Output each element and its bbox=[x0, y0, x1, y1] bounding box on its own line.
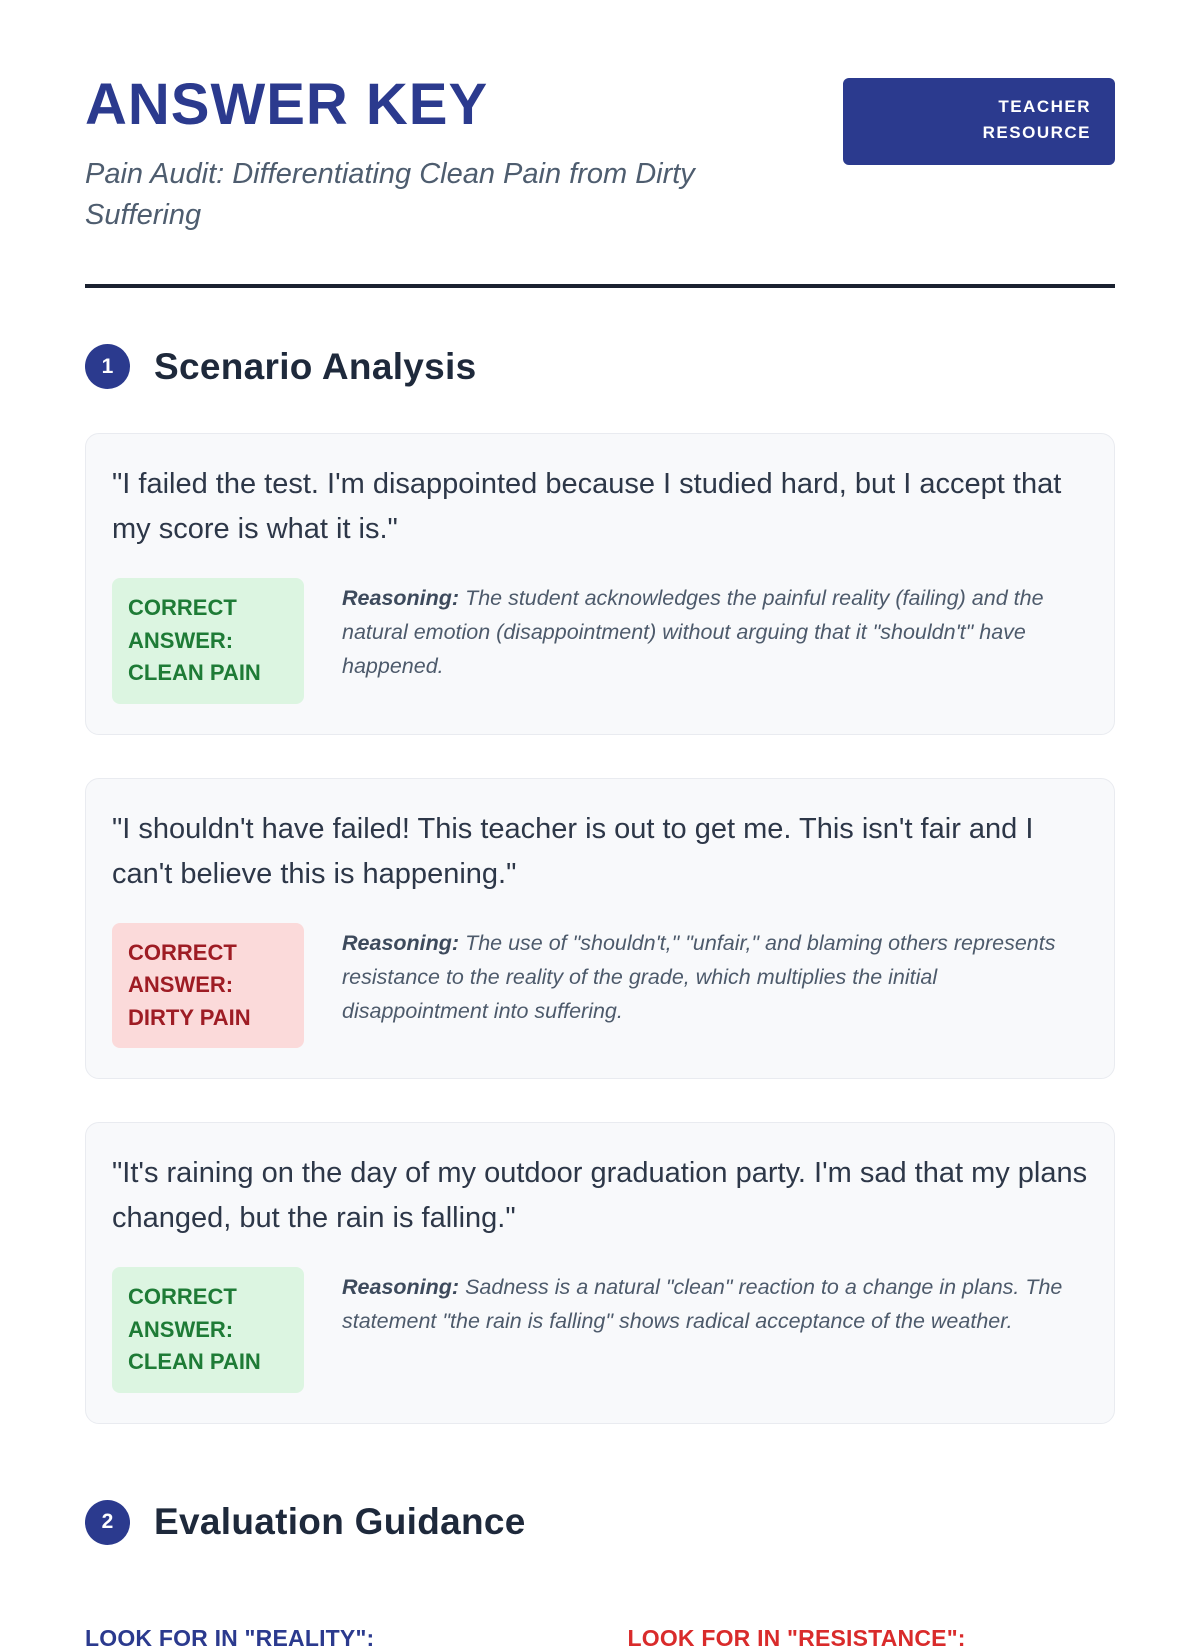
answer-badge bbox=[112, 923, 304, 1049]
guidance-heading-reality: LOOK FOR IN "REALITY": bbox=[85, 1624, 375, 1651]
teacher-resource-badge-label: TEACHER RESOURCE bbox=[982, 97, 1092, 143]
page-title: ANSWER KEY bbox=[85, 72, 489, 137]
section-title: Scenario Analysis bbox=[154, 345, 477, 387]
answer-row bbox=[112, 578, 1088, 704]
scenario-quote: "I failed the test. I'm disappointed because I studied hard, but I accept that my score is what it is." bbox=[112, 468, 1062, 546]
answer-badge-label: CORRECT ANSWER: bbox=[128, 1284, 237, 1342]
answer-badge bbox=[112, 1267, 304, 1393]
guidance-heading-resistance: LOOK FOR IN "RESISTANCE": bbox=[627, 1624, 966, 1651]
scenario-card bbox=[85, 433, 1115, 735]
answer-badge-value: DIRTY PAIN bbox=[128, 1004, 251, 1030]
header-divider bbox=[85, 284, 1115, 288]
teacher-resource-badge bbox=[843, 78, 1115, 165]
reasoning-text: The student acknowledges the painful reality (failing) and the natural emotion (disappointment) without arguing that it "shouldn't" have happened. bbox=[342, 586, 1044, 679]
reasoning bbox=[342, 1267, 1088, 1339]
reasoning-label: Reasoning: bbox=[342, 1275, 460, 1300]
reasoning-text: The use of "shouldn't," "unfair," and blaming others represents resistance to the reality of the grade, which multiplies the initial disappointment into suffering. bbox=[342, 930, 1056, 1023]
reasoning-label: Reasoning: bbox=[342, 586, 460, 611]
reasoning-label: Reasoning: bbox=[342, 930, 460, 955]
section-header-evaluation-guidance bbox=[85, 1500, 1115, 1545]
scenario-quote: "It's raining on the day of my outdoor graduation party. I'm sad that my plans changed, but the rain is falling." bbox=[112, 1157, 1088, 1235]
section-number-badge: 2 bbox=[85, 1500, 130, 1545]
section-header-scenario-analysis bbox=[85, 344, 1115, 389]
scenario-card bbox=[85, 1122, 1115, 1424]
answer-row bbox=[112, 923, 1088, 1049]
answer-badge bbox=[112, 578, 304, 704]
scenario-card bbox=[85, 778, 1115, 1080]
reasoning bbox=[342, 578, 1088, 684]
answer-badge-value: CLEAN PAIN bbox=[128, 1349, 261, 1375]
guidance-columns bbox=[85, 1625, 1115, 1652]
page-subtitle: Pain Audit: Differentiating Clean Pain from Dirty Suffering bbox=[85, 158, 695, 232]
reasoning-text: Sadness is a natural "clean" reaction to a change in plans. The statement "the rain is falling" shows radical acceptance of the weather. bbox=[342, 1275, 1063, 1334]
answer-badge-label: CORRECT ANSWER: bbox=[128, 595, 237, 653]
answer-row bbox=[112, 1267, 1088, 1393]
page-header bbox=[85, 0, 1115, 236]
section-title: Evaluation Guidance bbox=[154, 1501, 526, 1543]
section-number-badge: 1 bbox=[85, 344, 130, 389]
answer-badge-label: CORRECT ANSWER: bbox=[128, 939, 237, 998]
reasoning bbox=[342, 923, 1088, 1029]
scenario-quote: "I shouldn't have failed! This teacher is out to get me. This isn't fair and I can't believe this is happening." bbox=[112, 812, 1034, 890]
scenario-cards bbox=[85, 433, 1115, 1424]
answer-badge-value: CLEAN PAIN bbox=[128, 660, 261, 686]
header-text-block bbox=[85, 72, 735, 236]
